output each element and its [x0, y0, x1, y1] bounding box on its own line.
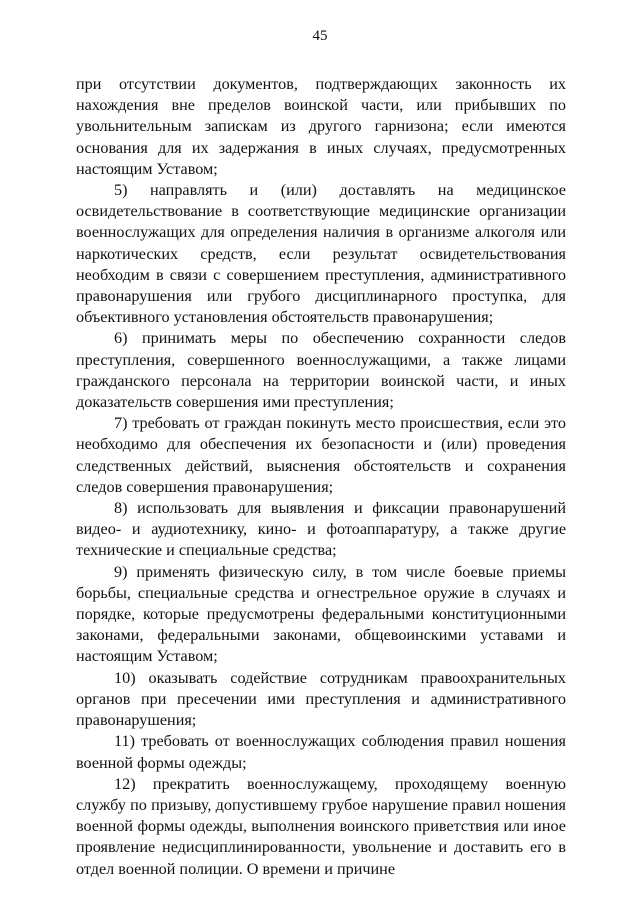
- paragraph-item-8: 8) использовать для выявления и фиксации правонарушений видео- и аудиотехнику, кино- и фотоаппаратуру, а также другие технические и специальные средства;: [76, 499, 566, 560]
- page-number: 45: [312, 28, 328, 44]
- document-body: [76, 74, 566, 880]
- paragraph-item-9: 9) применять физическую силу, в том числе боевые приемы борьбы, специальные средства и огнестрельное оружие в случаях и порядке, которые предусмотрены федеральными конституционными законами, федеральными законами, общевоинскими уставами и настоящим Уставом;: [76, 562, 566, 666]
- paragraph-item-7: 7) требовать от граждан покинуть место происшествия, если это необходимо для обеспечения их безопасности и (или) проведения следственных действий, выяснения обстоятельств и сохранения следов совершения правонарушения;: [76, 414, 566, 496]
- paragraph-item-6: 6) принимать меры по обеспечению сохранности следов преступления, совершенного военнослужащими, а также лицами гражданского персонала на территории воинской части, и иных доказательств совершения ими преступления;: [76, 329, 566, 412]
- paragraph-continuation: при отсутствии документов, подтверждающих законность их нахождения вне пределов воинской части, или прибывших по увольнительным запискам из другого гарнизона; если имеются основания для их задержания в иных случаях, предусмотренных настоящим Уставом;: [76, 75, 566, 178]
- paragraph-item-10: 10) оказывать содействие сотрудникам правоохранительных органов при пресечении ими преступления и административного правонарушения;: [76, 668, 566, 730]
- paragraph-item-5: 5) направлять и (или) доставлять на медицинское освидетельствование в соответствующие медицинские организации военнослужащих для определения наличия в организме алкоголя или наркотических средств, если результат освидетельствования необходим в связи с совершением преступления, административного правонарушения или грубого дисциплинарного проступка, для объективного установления обстоятельств правонарушения;: [76, 181, 566, 327]
- paragraph-item-11: 11) требовать от военнослужащих соблюдения правил ношения военной формы одежды;: [76, 732, 566, 772]
- paragraph-item-12: 12) прекратить военнослужащему, проходящему военную службу по призыву, допустившему грубое нарушение правил ношения военной формы одежды, выполнения воинского приветствия или иное проявление недисциплинированности, увольнение и доставить его в отдел военной полиции. О времени и причине: [76, 774, 566, 878]
